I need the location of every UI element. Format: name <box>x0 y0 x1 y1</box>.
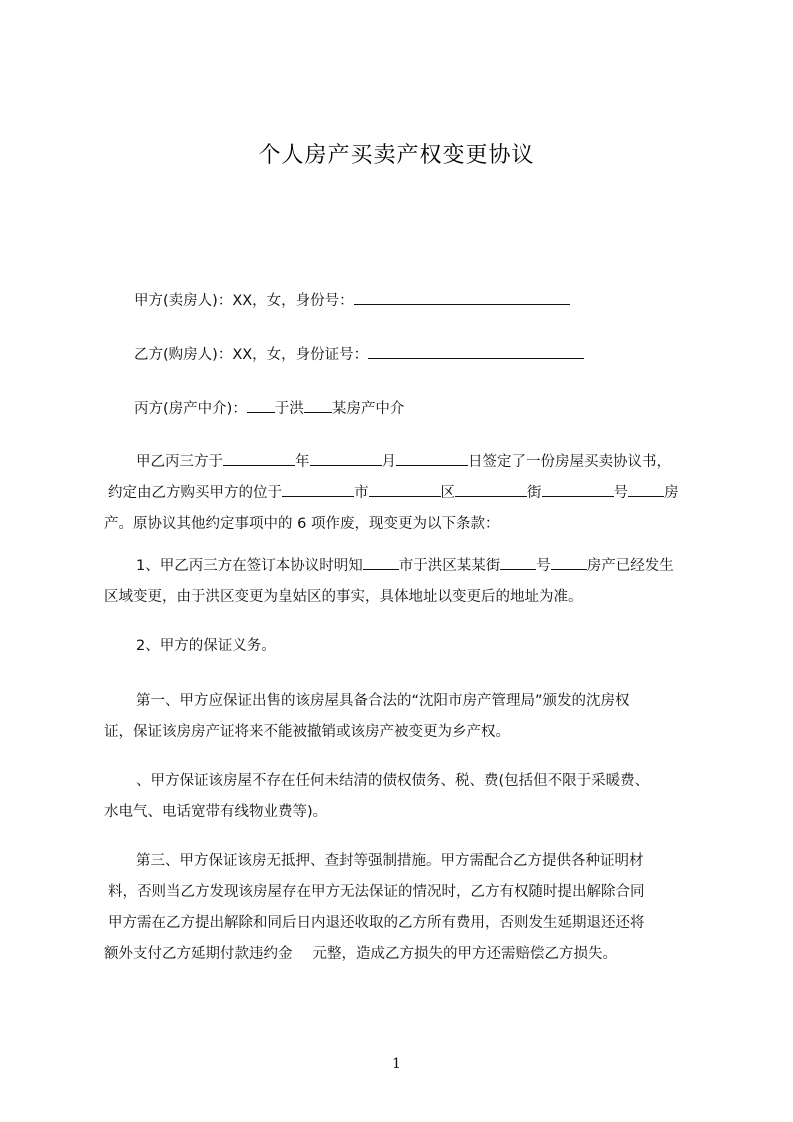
clause-2-heading <box>104 631 710 662</box>
fill-blank <box>551 554 587 570</box>
intro-text: 日签定了一份房屋买卖协议书， <box>468 454 671 470</box>
clause-text: 证，保证该房房产证将来不能被撤销或该房产被变更为乡产权。 <box>104 724 510 740</box>
fill-blank <box>282 481 354 497</box>
party-c-line <box>104 394 710 425</box>
fill-blank <box>247 397 275 413</box>
clause-text: 第三、甲方保证该房无抵押、查封等强制措施。甲方需配合乙方提供各种证明材 <box>136 853 644 869</box>
fill-blank <box>628 481 664 497</box>
fill-blank <box>369 481 441 497</box>
party-c-prefix: 丙方(房产中介)： <box>134 401 247 417</box>
clause-text: 房产已经发生 <box>586 558 674 574</box>
fill-blank <box>310 450 382 466</box>
intro-text: 约定由乙方购买甲方的位于 <box>108 485 282 501</box>
party-b-text: 乙方(购房人)：XX，女，身份证号： <box>134 347 369 363</box>
intro-text: 房 <box>664 485 679 501</box>
clause-text: 区域变更，由于洪区变更为皇姑区的事实，具体地址以变更后的地址为准。 <box>104 589 583 605</box>
intro-text: 市 <box>354 485 369 501</box>
party-a-text: 甲方(卖房人)：XX，女，身份号： <box>134 293 354 309</box>
clause-text: 水电气、电话宽带有线物业费等)。 <box>104 804 328 820</box>
guarantee-second <box>104 766 710 828</box>
fill-blank <box>304 397 332 413</box>
clause-text: 额外支付乙方延期付款违约金 <box>104 946 293 962</box>
fill-blank <box>223 450 295 466</box>
clause-text: 1、甲乙丙三方在签订本协议时明知 <box>136 558 363 574</box>
clause-text: 第一、甲方应保证出售的该房屋具备合法的“沈阳市房产管理局”颁发的沈房权 <box>136 693 630 709</box>
intro-text: 甲乙丙三方于 <box>136 454 223 470</box>
intro-paragraph <box>104 447 710 540</box>
fill-blank <box>500 554 536 570</box>
party-b-line <box>104 340 710 371</box>
fill-blank <box>542 481 614 497</box>
id-number-blank <box>354 289 570 305</box>
fill-blank <box>396 450 468 466</box>
intro-text: 街 <box>527 485 542 501</box>
guarantee-third <box>104 846 710 970</box>
clause-heading: 2、甲方的保证义务。 <box>136 638 276 654</box>
intro-text: 产。原协议其他约定事项中的 6 项作废，现变更为以下条款： <box>104 516 500 532</box>
clause-text: 市于洪区某某街 <box>398 558 501 574</box>
intro-text: 年 <box>295 454 310 470</box>
party-c-suffix: 某房产中介 <box>331 401 405 417</box>
intro-text: 区 <box>440 485 455 501</box>
clause-text: 料，否则当乙方发现该房屋存在甲方无法保证的情况时，乙方有权随时提出解除合同 <box>108 884 645 900</box>
id-number-blank <box>368 343 584 359</box>
intro-text: 号 <box>613 485 628 501</box>
document-title: 个人房产买卖产权变更协议 <box>258 143 535 168</box>
party-a-line <box>104 286 710 317</box>
clause-text: 、甲方保证该房屋不存在任何未结清的债权债务、税、费(包括但不限于采暖费、 <box>136 773 650 789</box>
page-number: 1 <box>392 1056 401 1072</box>
clause-text: 甲方需在乙方提出解除和同后日内退还收取的乙方所有费用，否则发生延期退还还将 <box>108 915 645 931</box>
clause-text: 元整，造成乙方损失的甲方还需赔偿乙方损失。 <box>312 946 617 962</box>
intro-text: 月 <box>381 454 396 470</box>
clause-text: 号 <box>536 558 551 574</box>
fill-blank <box>363 554 399 570</box>
fill-blank <box>455 481 527 497</box>
clause-1 <box>104 551 710 613</box>
guarantee-first <box>104 686 710 748</box>
party-c-middle: 于洪 <box>274 401 304 417</box>
